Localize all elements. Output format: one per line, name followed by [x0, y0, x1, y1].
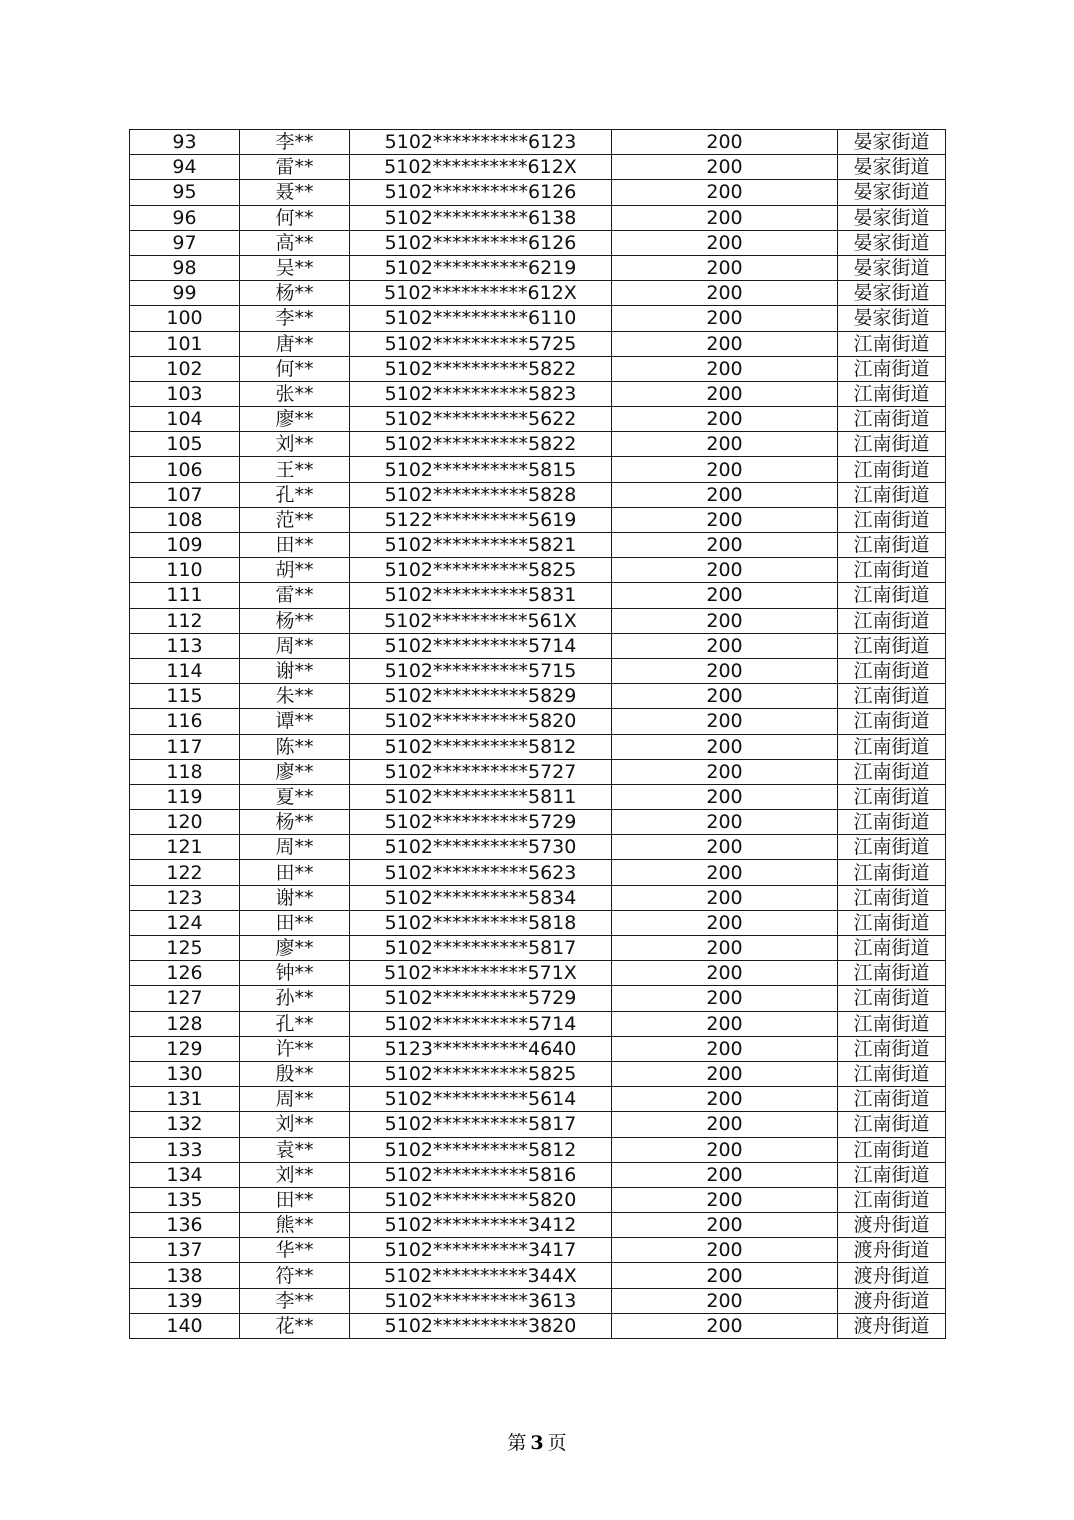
- name-cell: 许**: [240, 1036, 350, 1061]
- recipient-table: [129, 129, 946, 1339]
- row-number-cell: 123: [130, 885, 240, 910]
- name-cell: 熊**: [240, 1213, 350, 1238]
- amount-cell: 200: [612, 558, 838, 583]
- row-number-cell: 117: [130, 734, 240, 759]
- subdistrict-cell: 江南街道: [838, 533, 946, 558]
- row-number-cell: 99: [130, 281, 240, 306]
- table-row: [130, 482, 946, 507]
- id-number-cell: 5102**********612X: [350, 155, 612, 180]
- name-cell: 孔**: [240, 1011, 350, 1036]
- table-row: [130, 910, 946, 935]
- row-number-cell: 135: [130, 1187, 240, 1212]
- subdistrict-cell: 晏家街道: [838, 255, 946, 280]
- subdistrict-cell: 江南街道: [838, 633, 946, 658]
- table-row: [130, 583, 946, 608]
- table-row: [130, 885, 946, 910]
- table-row: [130, 1087, 946, 1112]
- name-cell: 华**: [240, 1238, 350, 1263]
- table-row: [130, 1288, 946, 1313]
- amount-cell: 200: [612, 356, 838, 381]
- id-number-cell: 5102**********5828: [350, 482, 612, 507]
- table-row: [130, 533, 946, 558]
- id-number-cell: 5102**********5730: [350, 835, 612, 860]
- name-cell: 孔**: [240, 482, 350, 507]
- amount-cell: 200: [612, 784, 838, 809]
- table-row: [130, 255, 946, 280]
- subdistrict-cell: 晏家街道: [838, 155, 946, 180]
- table-row: [130, 407, 946, 432]
- subdistrict-cell: 江南街道: [838, 684, 946, 709]
- id-number-cell: 5102**********3412: [350, 1213, 612, 1238]
- name-cell: 周**: [240, 633, 350, 658]
- row-number-cell: 107: [130, 482, 240, 507]
- name-cell: 田**: [240, 1187, 350, 1212]
- page-number: 3: [530, 1432, 544, 1454]
- amount-cell: 200: [612, 180, 838, 205]
- table-row: [130, 1011, 946, 1036]
- subdistrict-cell: 江南街道: [838, 1187, 946, 1212]
- amount-cell: 200: [612, 1288, 838, 1313]
- table-row: [130, 1112, 946, 1137]
- row-number-cell: 104: [130, 407, 240, 432]
- id-number-cell: 5102**********5820: [350, 709, 612, 734]
- amount-cell: 200: [612, 482, 838, 507]
- amount-cell: 200: [612, 1087, 838, 1112]
- table-row: [130, 633, 946, 658]
- subdistrict-cell: 江南街道: [838, 734, 946, 759]
- table-row: [130, 860, 946, 885]
- amount-cell: 200: [612, 759, 838, 784]
- amount-cell: 200: [612, 1162, 838, 1187]
- name-cell: 杨**: [240, 810, 350, 835]
- subdistrict-cell: 晏家街道: [838, 130, 946, 155]
- row-number-cell: 113: [130, 633, 240, 658]
- subdistrict-cell: 江南街道: [838, 986, 946, 1011]
- id-number-cell: 5102**********3613: [350, 1288, 612, 1313]
- amount-cell: 200: [612, 1213, 838, 1238]
- row-number-cell: 125: [130, 936, 240, 961]
- subdistrict-cell: 江南街道: [838, 1137, 946, 1162]
- table-row: [130, 306, 946, 331]
- id-number-cell: 5102**********5622: [350, 407, 612, 432]
- id-number-cell: 5102**********6110: [350, 306, 612, 331]
- row-number-cell: 98: [130, 255, 240, 280]
- amount-cell: 200: [612, 255, 838, 280]
- name-cell: 钟**: [240, 961, 350, 986]
- id-number-cell: 5102**********571X: [350, 961, 612, 986]
- page-suffix: 页: [547, 1432, 567, 1454]
- id-number-cell: 5102**********6219: [350, 255, 612, 280]
- amount-cell: 200: [612, 961, 838, 986]
- table-row: [130, 1187, 946, 1212]
- row-number-cell: 131: [130, 1087, 240, 1112]
- table-row: [130, 356, 946, 381]
- amount-cell: 200: [612, 583, 838, 608]
- name-cell: 廖**: [240, 759, 350, 784]
- id-number-cell: 5102**********5623: [350, 860, 612, 885]
- table-row: [130, 1263, 946, 1288]
- amount-cell: 200: [612, 709, 838, 734]
- subdistrict-cell: 晏家街道: [838, 281, 946, 306]
- name-cell: 李**: [240, 130, 350, 155]
- amount-cell: 200: [612, 281, 838, 306]
- id-number-cell: 5102**********5714: [350, 633, 612, 658]
- amount-cell: 200: [612, 684, 838, 709]
- subdistrict-cell: 江南街道: [838, 658, 946, 683]
- table-row: [130, 1061, 946, 1086]
- name-cell: 雷**: [240, 583, 350, 608]
- table-row: [130, 986, 946, 1011]
- row-number-cell: 130: [130, 1061, 240, 1086]
- subdistrict-cell: 江南街道: [838, 1036, 946, 1061]
- name-cell: 田**: [240, 533, 350, 558]
- table-row: [130, 1313, 946, 1338]
- id-number-cell: 5102**********6123: [350, 130, 612, 155]
- amount-cell: 200: [612, 885, 838, 910]
- subdistrict-cell: 江南街道: [838, 432, 946, 457]
- row-number-cell: 109: [130, 533, 240, 558]
- name-cell: 何**: [240, 356, 350, 381]
- amount-cell: 200: [612, 1036, 838, 1061]
- row-number-cell: 129: [130, 1036, 240, 1061]
- id-number-cell: 5102**********6126: [350, 180, 612, 205]
- subdistrict-cell: 江南街道: [838, 1112, 946, 1137]
- table-row: [130, 432, 946, 457]
- subdistrict-cell: 江南街道: [838, 1087, 946, 1112]
- id-number-cell: 5102**********5818: [350, 910, 612, 935]
- amount-cell: 200: [612, 507, 838, 532]
- id-number-cell: 5123**********4640: [350, 1036, 612, 1061]
- name-cell: 袁**: [240, 1137, 350, 1162]
- name-cell: 谢**: [240, 658, 350, 683]
- subdistrict-cell: 江南街道: [838, 784, 946, 809]
- name-cell: 夏**: [240, 784, 350, 809]
- id-number-cell: 5102**********5729: [350, 986, 612, 1011]
- name-cell: 雷**: [240, 155, 350, 180]
- id-number-cell: 5102**********5815: [350, 457, 612, 482]
- subdistrict-cell: 江南街道: [838, 1061, 946, 1086]
- row-number-cell: 106: [130, 457, 240, 482]
- subdistrict-cell: 江南街道: [838, 356, 946, 381]
- id-number-cell: 5102**********5816: [350, 1162, 612, 1187]
- id-number-cell: 5102**********6126: [350, 230, 612, 255]
- id-number-cell: 5102**********5822: [350, 432, 612, 457]
- subdistrict-cell: 渡舟街道: [838, 1288, 946, 1313]
- row-number-cell: 133: [130, 1137, 240, 1162]
- name-cell: 范**: [240, 507, 350, 532]
- id-number-cell: 5102**********5725: [350, 331, 612, 356]
- name-cell: 吴**: [240, 255, 350, 280]
- table-row: [130, 658, 946, 683]
- name-cell: 周**: [240, 1087, 350, 1112]
- subdistrict-cell: 渡舟街道: [838, 1213, 946, 1238]
- amount-cell: 200: [612, 331, 838, 356]
- amount-cell: 200: [612, 608, 838, 633]
- amount-cell: 200: [612, 130, 838, 155]
- amount-cell: 200: [612, 986, 838, 1011]
- amount-cell: 200: [612, 1238, 838, 1263]
- id-number-cell: 5102**********5714: [350, 1011, 612, 1036]
- row-number-cell: 102: [130, 356, 240, 381]
- id-number-cell: 5102**********5817: [350, 1112, 612, 1137]
- amount-cell: 200: [612, 457, 838, 482]
- table-row: [130, 155, 946, 180]
- table-row: [130, 810, 946, 835]
- amount-cell: 200: [612, 936, 838, 961]
- id-number-cell: 5102**********5817: [350, 936, 612, 961]
- name-cell: 刘**: [240, 1162, 350, 1187]
- amount-cell: 200: [612, 810, 838, 835]
- page-prefix: 第: [507, 1432, 527, 1454]
- table-row: [130, 936, 946, 961]
- name-cell: 胡**: [240, 558, 350, 583]
- row-number-cell: 105: [130, 432, 240, 457]
- id-number-cell: 5102**********5715: [350, 658, 612, 683]
- row-number-cell: 118: [130, 759, 240, 784]
- id-number-cell: 5102**********6138: [350, 205, 612, 230]
- subdistrict-cell: 渡舟街道: [838, 1263, 946, 1288]
- subdistrict-cell: 江南街道: [838, 709, 946, 734]
- amount-cell: 200: [612, 835, 838, 860]
- row-number-cell: 127: [130, 986, 240, 1011]
- id-number-cell: 5102**********5831: [350, 583, 612, 608]
- subdistrict-cell: 江南街道: [838, 381, 946, 406]
- name-cell: 杨**: [240, 281, 350, 306]
- name-cell: 张**: [240, 381, 350, 406]
- amount-cell: 200: [612, 1112, 838, 1137]
- row-number-cell: 103: [130, 381, 240, 406]
- table-row: [130, 457, 946, 482]
- subdistrict-cell: 江南街道: [838, 558, 946, 583]
- table-row: [130, 608, 946, 633]
- id-number-cell: 5102**********5727: [350, 759, 612, 784]
- amount-cell: 200: [612, 1011, 838, 1036]
- page-footer: [0, 1428, 1074, 1455]
- name-cell: 高**: [240, 230, 350, 255]
- id-number-cell: 5102**********344X: [350, 1263, 612, 1288]
- name-cell: 刘**: [240, 1112, 350, 1137]
- row-number-cell: 119: [130, 784, 240, 809]
- name-cell: 刘**: [240, 432, 350, 457]
- table-row: [130, 381, 946, 406]
- name-cell: 周**: [240, 835, 350, 860]
- row-number-cell: 96: [130, 205, 240, 230]
- name-cell: 李**: [240, 1288, 350, 1313]
- subdistrict-cell: 江南街道: [838, 810, 946, 835]
- table-row: [130, 961, 946, 986]
- id-number-cell: 5102**********5829: [350, 684, 612, 709]
- name-cell: 何**: [240, 205, 350, 230]
- row-number-cell: 95: [130, 180, 240, 205]
- id-number-cell: 5102**********5834: [350, 885, 612, 910]
- table-row: [130, 1036, 946, 1061]
- row-number-cell: 136: [130, 1213, 240, 1238]
- subdistrict-cell: 江南街道: [838, 910, 946, 935]
- id-number-cell: 5102**********5811: [350, 784, 612, 809]
- name-cell: 廖**: [240, 407, 350, 432]
- row-number-cell: 93: [130, 130, 240, 155]
- recipient-table-body: [130, 130, 946, 1339]
- id-number-cell: 5102**********5821: [350, 533, 612, 558]
- subdistrict-cell: 江南街道: [838, 583, 946, 608]
- subdistrict-cell: 江南街道: [838, 1162, 946, 1187]
- row-number-cell: 115: [130, 684, 240, 709]
- table-row: [130, 709, 946, 734]
- amount-cell: 200: [612, 1313, 838, 1338]
- row-number-cell: 114: [130, 658, 240, 683]
- name-cell: 王**: [240, 457, 350, 482]
- name-cell: 唐**: [240, 331, 350, 356]
- amount-cell: 200: [612, 155, 838, 180]
- name-cell: 花**: [240, 1313, 350, 1338]
- amount-cell: 200: [612, 860, 838, 885]
- row-number-cell: 138: [130, 1263, 240, 1288]
- amount-cell: 200: [612, 633, 838, 658]
- amount-cell: 200: [612, 1187, 838, 1212]
- amount-cell: 200: [612, 734, 838, 759]
- amount-cell: 200: [612, 1137, 838, 1162]
- name-cell: 杨**: [240, 608, 350, 633]
- subdistrict-cell: 江南街道: [838, 835, 946, 860]
- subdistrict-cell: 江南街道: [838, 936, 946, 961]
- amount-cell: 200: [612, 407, 838, 432]
- amount-cell: 200: [612, 306, 838, 331]
- id-number-cell: 5102**********5729: [350, 810, 612, 835]
- id-number-cell: 5102**********5825: [350, 558, 612, 583]
- table-row: [130, 507, 946, 532]
- id-number-cell: 5102**********5812: [350, 734, 612, 759]
- name-cell: 李**: [240, 306, 350, 331]
- row-number-cell: 120: [130, 810, 240, 835]
- row-number-cell: 108: [130, 507, 240, 532]
- row-number-cell: 124: [130, 910, 240, 935]
- table-row: [130, 784, 946, 809]
- row-number-cell: 111: [130, 583, 240, 608]
- subdistrict-cell: 江南街道: [838, 608, 946, 633]
- table-row: [130, 734, 946, 759]
- id-number-cell: 5102**********5822: [350, 356, 612, 381]
- subdistrict-cell: 渡舟街道: [838, 1313, 946, 1338]
- subdistrict-cell: 江南街道: [838, 759, 946, 784]
- name-cell: 田**: [240, 910, 350, 935]
- table-row: [130, 281, 946, 306]
- amount-cell: 200: [612, 432, 838, 457]
- row-number-cell: 126: [130, 961, 240, 986]
- amount-cell: 200: [612, 205, 838, 230]
- table-row: [130, 1213, 946, 1238]
- amount-cell: 200: [612, 910, 838, 935]
- subdistrict-cell: 江南街道: [838, 885, 946, 910]
- amount-cell: 200: [612, 230, 838, 255]
- id-number-cell: 5102**********612X: [350, 281, 612, 306]
- row-number-cell: 121: [130, 835, 240, 860]
- name-cell: 谢**: [240, 885, 350, 910]
- name-cell: 朱**: [240, 684, 350, 709]
- name-cell: 谭**: [240, 709, 350, 734]
- id-number-cell: 5102**********5614: [350, 1087, 612, 1112]
- row-number-cell: 128: [130, 1011, 240, 1036]
- id-number-cell: 5102**********5812: [350, 1137, 612, 1162]
- table-row: [130, 684, 946, 709]
- id-number-cell: 5102**********3820: [350, 1313, 612, 1338]
- row-number-cell: 94: [130, 155, 240, 180]
- row-number-cell: 132: [130, 1112, 240, 1137]
- row-number-cell: 112: [130, 608, 240, 633]
- id-number-cell: 5122**********5619: [350, 507, 612, 532]
- subdistrict-cell: 晏家街道: [838, 205, 946, 230]
- subdistrict-cell: 江南街道: [838, 860, 946, 885]
- row-number-cell: 110: [130, 558, 240, 583]
- name-cell: 符**: [240, 1263, 350, 1288]
- id-number-cell: 5102**********5820: [350, 1187, 612, 1212]
- subdistrict-cell: 江南街道: [838, 407, 946, 432]
- table-row: [130, 130, 946, 155]
- id-number-cell: 5102**********561X: [350, 608, 612, 633]
- name-cell: 殷**: [240, 1061, 350, 1086]
- amount-cell: 200: [612, 658, 838, 683]
- row-number-cell: 100: [130, 306, 240, 331]
- id-number-cell: 5102**********3417: [350, 1238, 612, 1263]
- subdistrict-cell: 晏家街道: [838, 230, 946, 255]
- name-cell: 孙**: [240, 986, 350, 1011]
- subdistrict-cell: 晏家街道: [838, 306, 946, 331]
- table-row: [130, 1137, 946, 1162]
- subdistrict-cell: 江南街道: [838, 1011, 946, 1036]
- table-row: [130, 835, 946, 860]
- subdistrict-cell: 渡舟街道: [838, 1238, 946, 1263]
- amount-cell: 200: [612, 1263, 838, 1288]
- table-row: [130, 1238, 946, 1263]
- row-number-cell: 140: [130, 1313, 240, 1338]
- row-number-cell: 134: [130, 1162, 240, 1187]
- name-cell: 聂**: [240, 180, 350, 205]
- row-number-cell: 139: [130, 1288, 240, 1313]
- amount-cell: 200: [612, 533, 838, 558]
- name-cell: 田**: [240, 860, 350, 885]
- id-number-cell: 5102**********5823: [350, 381, 612, 406]
- table-row: [130, 180, 946, 205]
- subdistrict-cell: 江南街道: [838, 482, 946, 507]
- name-cell: 廖**: [240, 936, 350, 961]
- name-cell: 陈**: [240, 734, 350, 759]
- amount-cell: 200: [612, 381, 838, 406]
- row-number-cell: 97: [130, 230, 240, 255]
- row-number-cell: 122: [130, 860, 240, 885]
- table-row: [130, 558, 946, 583]
- table-row: [130, 1162, 946, 1187]
- table-row: [130, 205, 946, 230]
- row-number-cell: 116: [130, 709, 240, 734]
- row-number-cell: 101: [130, 331, 240, 356]
- table-row: [130, 759, 946, 784]
- table-row: [130, 331, 946, 356]
- id-number-cell: 5102**********5825: [350, 1061, 612, 1086]
- subdistrict-cell: 晏家街道: [838, 180, 946, 205]
- subdistrict-cell: 江南街道: [838, 457, 946, 482]
- amount-cell: 200: [612, 1061, 838, 1086]
- subdistrict-cell: 江南街道: [838, 961, 946, 986]
- table-row: [130, 230, 946, 255]
- subdistrict-cell: 江南街道: [838, 507, 946, 532]
- subdistrict-cell: 江南街道: [838, 331, 946, 356]
- row-number-cell: 137: [130, 1238, 240, 1263]
